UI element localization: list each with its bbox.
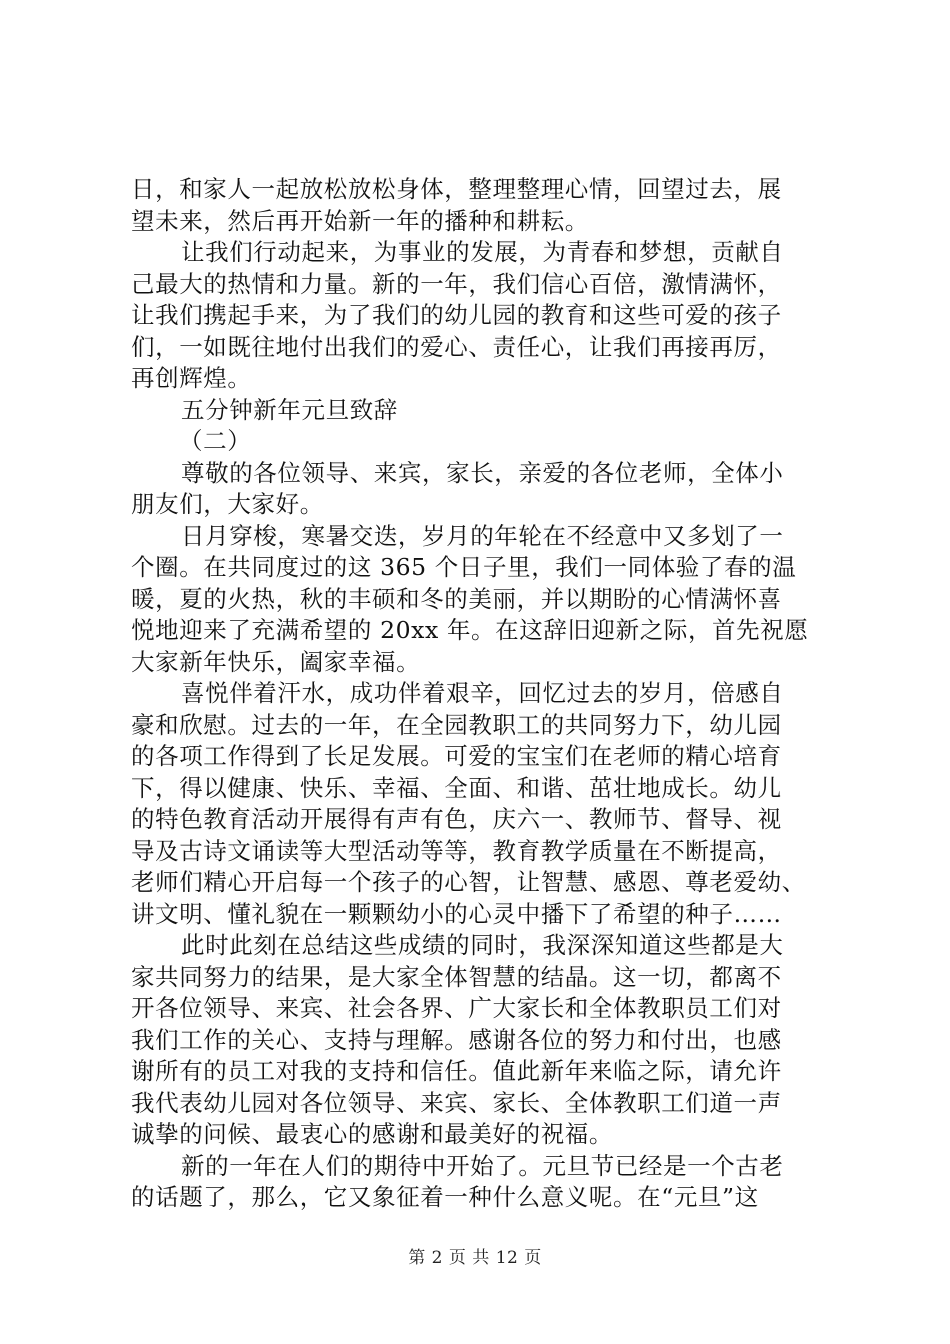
text-line: 悦地迎来了充满希望的 20xx 年。在这辞旧迎新之际，首先祝愿: [131, 616, 809, 644]
text-line: 望未来，然后再开始新一年的播种和耕耘。: [131, 206, 589, 235]
text-line: 开各位领导、来宾、社会各界、广大家长和全体教职员工们对: [131, 994, 782, 1022]
text-line: 下，得以健康、快乐、幸福、全面、和谐、茁壮地成长。幼儿: [131, 773, 782, 802]
text-line: 让我们携起手来，为了我们的幼儿园的教育和这些可爱的孩子: [131, 301, 782, 329]
text-line: 诚挚的问候、最衷心的感谢和最美好的祝福。: [131, 1120, 613, 1148]
text-line: 的话题了，那么，它又象征着一种什么意义呢。在“元旦”这: [131, 1183, 759, 1211]
text-line: 的各项工作得到了长足发展。可爱的宝宝们在老师的精心培育: [131, 742, 782, 770]
text-line: 们，一如既往地付出我们的爱心、责任心，让我们再接再厉，: [131, 332, 782, 361]
paragraph-start-line: 新的一年在人们的期待中开始了。元旦节已经是一个古老: [181, 1151, 784, 1180]
section-title: 五分钟新年元旦致辞: [181, 395, 398, 424]
text-line: 己最大的热情和力量。新的一年，我们信心百倍，激情满怀，: [131, 269, 782, 298]
text-line: 讲文明、懂礼貌在一颗颗幼小的心灵中播下了希望的种子……: [131, 899, 782, 928]
section-subtitle: （二）: [179, 427, 252, 455]
paragraph-start-line: 日月穿梭，寒暑交迭，岁月的年轮在不经意中又多划了一: [181, 521, 784, 550]
paragraph-start-line: 此时此刻在总结这些成绩的同时，我深深知道这些都是大: [181, 931, 784, 959]
text-line: 导及古诗文诵读等大型活动等等，教育教学质量在不断提高，: [131, 836, 782, 865]
text-line: 豪和欣慰。过去的一年，在全园教职工的共同努力下，幼儿园: [131, 710, 782, 739]
text-line: 个圈。在共同度过的这 365 个日子里，我们一同体验了春的温: [131, 553, 797, 581]
text-line: 我们工作的关心、支持与理解。感谢各位的努力和付出，也感: [131, 1025, 782, 1054]
paragraph-start-line: 让我们行动起来，为事业的发展，为青春和梦想，贡献自: [181, 238, 784, 266]
text-line: 家共同努力的结果，是大家全体智慧的结晶。这一切，都离不: [131, 962, 782, 991]
text-line: 老师们精心开启每一个孩子的心智，让智慧、感恩、尊老爱幼、: [131, 868, 806, 896]
text-line: 暖，夏的火热，秋的丰硕和冬的美丽，并以期盼的心情满怀喜: [131, 584, 782, 613]
text-line: 再创辉煌。: [131, 364, 252, 392]
document-body: [131, 174, 831, 1214]
paragraph-start-line: 尊敬的各位领导、来宾，家长，亲爱的各位老师，全体小: [181, 458, 784, 487]
page-number-footer: 第 2 页 共 12 页: [408, 1248, 542, 1268]
text-line: 我代表幼儿园对各位领导、来宾、家长、全体教职工们道一声: [131, 1088, 782, 1117]
text-line: 日，和家人一起放松放松身体，整理整理心情，回望过去，展: [131, 175, 782, 203]
paragraph-start-line: 喜悦伴着汗水，成功伴着艰辛，回忆过去的岁月，倍感自: [181, 679, 784, 707]
text-line: 大家新年快乐，阖家幸福。: [131, 647, 421, 676]
text-line: 朋友们，大家好。: [131, 490, 324, 518]
text-line: 谢所有的员工对我的支持和信任。值此新年来临之际，请允许: [131, 1057, 782, 1085]
text-line: 的特色教育活动开展得有声有色，庆六一、教师节、督导、视: [131, 805, 782, 833]
